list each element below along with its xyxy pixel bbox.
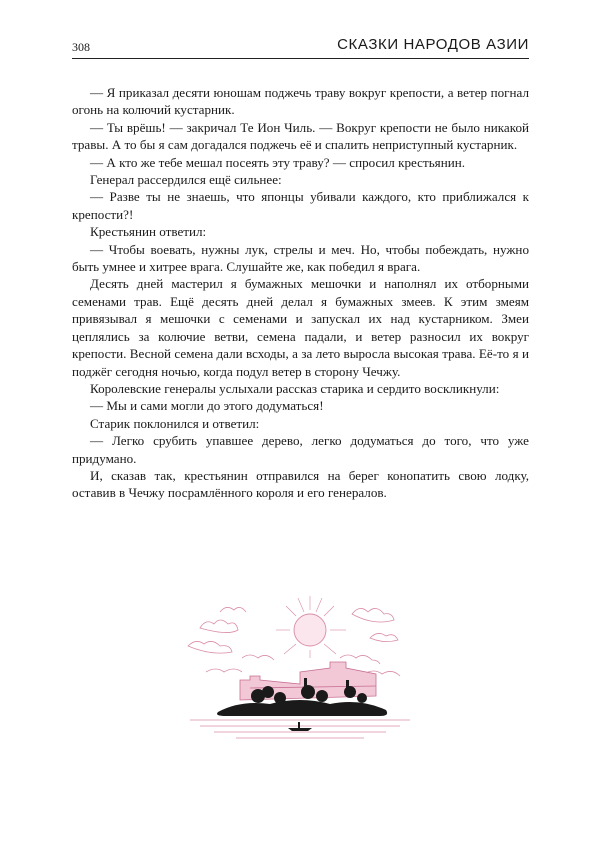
paragraph: Генерал рассердился ещё сильнее: [90, 172, 282, 188]
paragraph: — Чтобы воевать, нужны лук, стрелы и меч. Но, чтобы побеждать, нужно быть умнее и хитрее врага. Слушайте же, как победил я врага. [72, 241, 529, 275]
paragraph: Королевские генералы услыхали рассказ старика и сердито воскликнули: [90, 380, 500, 396]
fortress-illustration [180, 588, 420, 748]
paragraph: Старик поклонился и ответил: [90, 415, 260, 431]
sun-icon [294, 614, 326, 646]
running-title: СКАЗКИ НАРОДОВ АЗИИ [337, 36, 529, 53]
clouds [188, 607, 400, 676]
paragraph: — А кто же тебе мешал посеять эту траву? — спросил крестьянин. [90, 154, 465, 170]
paragraph: Крестьянин ответил: [90, 224, 207, 240]
boat-icon [288, 722, 312, 731]
story-text [72, 84, 529, 502]
paragraph: — Ты врёшь! — закричал Те Ион Чиль. — Вокруг крепости не было никакой травы. А то бы я сам догадался поджечь её и спалить неприступный кустарник. [72, 119, 529, 153]
paragraph: — Я приказал десяти юношам поджечь траву вокруг крепости, а ветер погнал огонь на колючий кустарник. [72, 85, 529, 118]
page-number: 308 [72, 40, 90, 54]
paragraph: Десять дней мастерил я бумажных мешочки и наполнял их отборными семенами трав. Ещё десять дней делал я бумажных змеев. К этим змеям привязывал я мешочки с семенами и запускал их над кустарником. Змеи цеплялись за колючие ветви, семена падали, и ветер разносил их вокруг крепости. Весной семена дали всходы, а за лето выросла высокая трава. Её-то я и поджёг сегодня ночью, когда подул ветер в сторону Чечжу. [72, 276, 529, 379]
paragraph: — Разве ты не знаешь, что японцы убивали каждого, кто приближался к крепости?! [72, 189, 529, 222]
paragraph: И, сказав так, крестьянин отправился на берег конопатить свою лодку, оставив в Чечжу посрамлённого короля и его генералов. [72, 467, 529, 501]
page-header [72, 36, 529, 59]
paragraph: — Легко срубить упавшее дерево, легко додуматься до того, что уже придумано. [72, 433, 529, 466]
paragraph: — Мы и сами могли до этого додуматься! [90, 398, 324, 414]
